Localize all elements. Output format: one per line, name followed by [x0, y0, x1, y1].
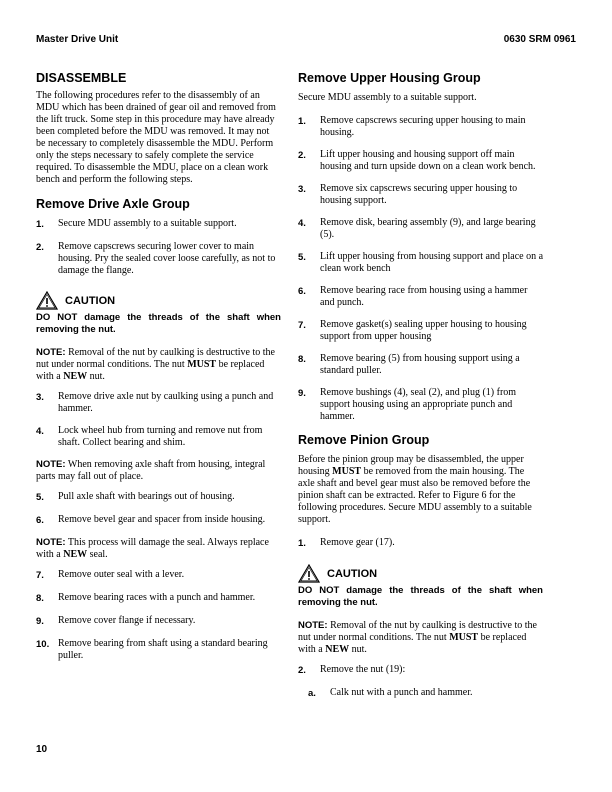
step-item — [36, 218, 281, 231]
step-number: 4. — [298, 218, 306, 229]
step-item — [298, 149, 543, 173]
step-number: 9. — [298, 388, 306, 399]
step-text: Remove bearing races with a punch and hammer. — [58, 592, 256, 603]
drive-axle-heading: Remove Drive Axle Group — [36, 197, 190, 211]
step-text: Remove bearing from shaft using a standard bearing puller. — [58, 638, 268, 661]
step-text: Lift upper housing and housing support off main housing and turn upside down on a clean work bench. — [320, 149, 536, 172]
intro-emphasis: MUST — [332, 466, 362, 477]
step-number: 1. — [298, 116, 306, 127]
step-number: 2. — [36, 242, 44, 253]
step-item — [298, 217, 543, 241]
note-emphasis: MUST — [187, 359, 217, 370]
note-text: Removal of the nut by caulking is destructive to the nut under normal conditions. The nut — [36, 347, 275, 370]
step-number: 7. — [36, 570, 44, 581]
caution-title: CAUTION — [327, 567, 378, 580]
step-item — [298, 387, 543, 423]
intro-text: Before the pinion group may be disassembled, the upper housing — [298, 454, 524, 477]
step-number: 8. — [298, 354, 306, 365]
note-emphasis: NEW — [63, 549, 88, 560]
step-item — [36, 425, 281, 449]
note-paragraph — [36, 347, 281, 383]
step-text: Remove capscrews securing lower cover to main housing. Pry the sealed cover loose carefully, as not to damage the flange. — [58, 241, 276, 276]
step-item — [298, 251, 543, 275]
substep-text: Calk nut with a punch and hammer. — [330, 687, 473, 698]
step-number: 3. — [298, 184, 306, 195]
step-text: Remove bearing (5) from housing support using a standard puller. — [320, 353, 520, 376]
note-emphasis: NEW — [325, 644, 350, 655]
page-number: 10 — [36, 744, 48, 755]
note-label: NOTE: — [36, 347, 66, 358]
step-number: 8. — [36, 593, 44, 604]
step-text: Lift upper housing from housing support and place on a clean work bench — [320, 251, 544, 274]
step-item — [298, 664, 543, 677]
note-paragraph — [298, 620, 543, 656]
step-item — [36, 391, 281, 415]
intro-text: be removed from the main housing. The axle shaft and bevel gear must also be removed before the pinion shaft can be extracted. Refer to Figure 6 for the following procedures. Secure MDU assembly to a suitable support. — [298, 466, 532, 525]
step-item — [36, 491, 281, 504]
step-number: 1. — [298, 538, 306, 549]
step-number: 5. — [298, 252, 306, 263]
step-number: 6. — [298, 286, 306, 297]
step-text: Remove disk, bearing assembly (9), and large bearing (5). — [320, 217, 536, 240]
step-number: 4. — [36, 426, 44, 437]
step-text: Remove cover flange if necessary. — [58, 615, 196, 626]
caution-box — [298, 564, 543, 608]
pinion-intro — [298, 454, 543, 526]
disassemble-intro: The following procedures refer to the disassembly of an MDU which has been drained of gear oil and removed from the lift truck. Some step in this procedure may have already been completed before the MDU was removed. It may not be necessary to completely disassemble the MDU. Perform only the steps necessary to safely complete the service required. To disassemble the MDU, place on a clean work bench and perform the following steps. — [36, 90, 276, 185]
step-item — [36, 638, 281, 662]
note-text: seal. — [87, 549, 108, 560]
step-item — [36, 569, 281, 582]
note-paragraph — [36, 537, 281, 561]
warning-triangle-icon — [36, 291, 58, 310]
running-header-doc-number: 0630 SRM 0961 — [503, 34, 576, 45]
step-text: Remove bearing race from housing using a hammer and punch. — [320, 285, 528, 308]
step-item — [36, 615, 281, 628]
note-text: be replaced with a — [36, 359, 265, 382]
step-text: Remove outer seal with a lever. — [58, 569, 185, 580]
step-item — [298, 183, 543, 207]
step-text: Remove bushings (4), seal (2), and plug (1) from support housing using an appropriate punch and hammer. — [320, 387, 517, 422]
note-text: be replaced with a — [298, 632, 527, 655]
step-number: 6. — [36, 515, 44, 526]
upper-housing-intro: Secure MDU assembly to a suitable support. — [298, 92, 477, 103]
step-item — [36, 592, 281, 605]
disassemble-heading: DISASSEMBLE — [36, 71, 127, 85]
step-text: Secure MDU assembly to a suitable support. — [58, 218, 237, 229]
note-label: NOTE: — [36, 537, 66, 548]
note-paragraph — [36, 459, 281, 483]
step-text: Remove gasket(s) sealing upper housing to housing support from upper housing — [320, 319, 527, 342]
step-number: 7. — [298, 320, 306, 331]
note-text: nut. — [349, 644, 367, 655]
substep-item — [308, 687, 543, 700]
step-number: 10. — [36, 639, 50, 650]
step-text: Remove gear (17). — [320, 537, 395, 548]
note-text: nut. — [87, 371, 105, 382]
left-column — [36, 71, 281, 672]
caution-title: CAUTION — [65, 294, 116, 307]
step-number: 9. — [36, 616, 44, 627]
note-text: Removal of the nut by caulking is destructive to the nut under normal conditions. The nut — [298, 620, 537, 643]
note-label: NOTE: — [298, 620, 328, 631]
step-text: Lock wheel hub from turning and remove nut from shaft. Collect bearing and shim. — [58, 425, 263, 448]
step-text: Remove capscrews securing upper housing to main housing. — [320, 115, 526, 138]
step-text: Pull axle shaft with bearings out of housing. — [58, 491, 235, 502]
step-item — [36, 514, 281, 527]
step-item — [298, 319, 543, 343]
step-number: 2. — [298, 150, 306, 161]
note-emphasis: NEW — [63, 371, 88, 382]
right-column — [298, 71, 543, 710]
caution-text: DO NOT damage the threads of the shaft when removing the nut. — [298, 585, 543, 608]
step-item — [298, 353, 543, 377]
running-header-title: Master Drive Unit — [36, 34, 119, 45]
note-text: When removing axle shaft from housing, integral parts may fall out of place. — [36, 459, 266, 482]
step-number: 5. — [36, 492, 44, 503]
caution-box — [36, 291, 281, 335]
step-text: Remove six capscrews securing upper housing to housing support. — [320, 183, 518, 206]
pinion-heading: Remove Pinion Group — [298, 433, 430, 447]
warning-triangle-icon — [298, 564, 320, 583]
step-item — [298, 537, 543, 550]
step-item — [298, 115, 543, 139]
step-item — [36, 241, 281, 277]
step-text: Remove the nut (19): — [320, 664, 406, 675]
upper-housing-heading: Remove Upper Housing Group — [298, 71, 481, 85]
note-label: NOTE: — [36, 459, 66, 470]
note-emphasis: MUST — [449, 632, 479, 643]
caution-text: DO NOT damage the threads of the shaft when removing the nut. — [36, 312, 281, 335]
substep-letter: a. — [308, 688, 316, 699]
step-item — [298, 285, 543, 309]
step-text: Remove drive axle nut by caulking using a punch and hammer. — [58, 391, 274, 414]
step-text: Remove bevel gear and spacer from inside housing. — [58, 514, 266, 525]
step-number: 2. — [298, 665, 306, 676]
step-number: 3. — [36, 392, 44, 403]
note-text: This process will damage the seal. Always replace with a — [36, 537, 269, 560]
step-number: 1. — [36, 219, 44, 230]
